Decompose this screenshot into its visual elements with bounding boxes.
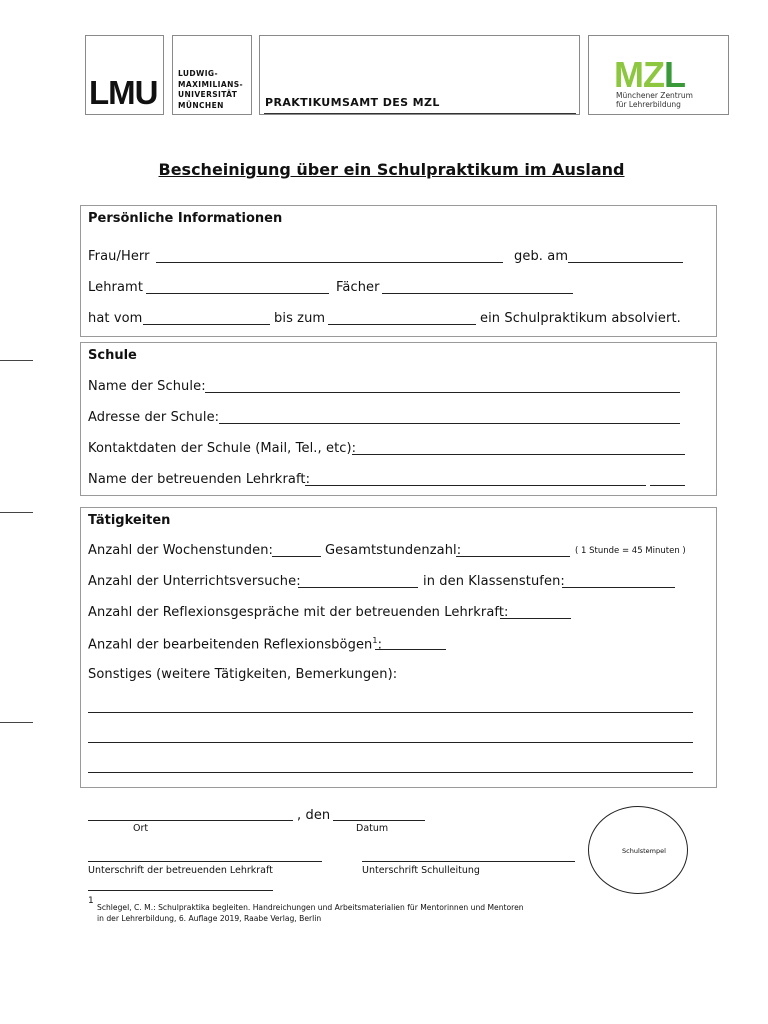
teacher-signature-field[interactable]	[88, 861, 322, 862]
page-title: Bescheinigung über ein Schulpraktikum im Ausland	[158, 160, 625, 179]
school-stamp-circle	[588, 806, 688, 894]
footnote-line-2: in der Lehrerbildung, 6. Auflage 2019, Raabe Verlag, Berlin	[97, 914, 322, 923]
birth-label: geb. am	[514, 249, 569, 264]
office-box	[259, 35, 580, 115]
school-contact-field[interactable]	[352, 454, 685, 455]
mzl-logo-text	[614, 54, 685, 95]
teaching-label: Lehramt	[88, 280, 144, 295]
grades-label: in den Klassenstufen:	[423, 574, 565, 589]
office-name: PRAKTIKUMSAMT DES MZL	[265, 96, 440, 109]
principal-signature-label: Unterschrift Schulleitung	[362, 865, 480, 876]
footnote-line-1: Schlegel, C. M.: Schulpraktika begleiten. Handreichungen und Arbeitsmaterialien für Mentorinnen und Mentoren	[97, 903, 524, 912]
university-name-line: MAXIMILIANS-	[178, 79, 244, 89]
university-name-box	[172, 35, 252, 115]
place-label: Ort	[133, 823, 149, 834]
name-field[interactable]	[156, 262, 503, 263]
mzl-logo-letter: Z	[643, 54, 664, 95]
misc-line-3[interactable]	[88, 772, 693, 773]
school-name-field[interactable]	[205, 392, 680, 393]
school-heading: Schule	[88, 348, 137, 363]
completed-label: ein Schulpraktikum absolviert.	[480, 311, 681, 326]
weekly-hours-label: Anzahl der Wochenstunden:	[88, 543, 274, 558]
from-date-field[interactable]	[143, 324, 270, 325]
misc-line-1[interactable]	[88, 712, 693, 713]
comma-den: , den	[297, 808, 331, 823]
mzl-name-line: Münchener Zentrum	[616, 91, 693, 100]
lmu-logo: LMU	[89, 74, 158, 111]
lmu-logo-box	[85, 35, 164, 115]
school-stamp-label: Schulstempel	[622, 847, 666, 855]
teacher-name-field[interactable]	[305, 485, 646, 486]
mzl-logo-box	[588, 35, 729, 115]
hour-note: ( 1 Stunde = 45 Minuten )	[575, 546, 686, 556]
footnote-number: 1	[88, 896, 94, 906]
teacher-name-label: Name der betreuenden Lehrkraft:	[88, 472, 311, 487]
university-name-line: LUDWIG-	[178, 69, 218, 78]
from-label: hat vom	[88, 311, 143, 326]
misc-label: Sonstiges (weitere Tätigkeiten, Bemerkungen):	[88, 667, 398, 682]
university-name-line: UNIVERSITÄT	[178, 90, 238, 99]
teaching-field[interactable]	[146, 293, 329, 294]
grades-field[interactable]	[562, 587, 675, 588]
weekly-hours-field[interactable]	[272, 556, 321, 557]
reflection-sheets-label	[88, 636, 382, 652]
reflection-sheets-field[interactable]	[375, 649, 446, 650]
mzl-logo-letter: L	[664, 54, 685, 95]
school-contact-label: Kontaktdaten der Schule (Mail, Tel., etc):	[88, 441, 357, 456]
university-name-line: MÜNCHEN	[178, 100, 224, 110]
school-name-label: Name der Schule:	[88, 379, 206, 394]
birth-date-field[interactable]	[568, 262, 683, 263]
lessons-label: Anzahl der Unterrichtsversuche:	[88, 574, 301, 589]
school-address-label: Adresse der Schule:	[88, 410, 220, 425]
reflection-sheets-text: Anzahl der bearbeitenden Reflexionsbögen	[88, 637, 373, 653]
name-label: Frau/Herr	[88, 249, 150, 264]
school-address-field[interactable]	[219, 423, 680, 424]
place-field[interactable]	[88, 820, 293, 821]
reflection-talks-field[interactable]	[500, 618, 571, 619]
office-underline	[264, 113, 576, 114]
mzl-logo	[614, 54, 685, 95]
mzl-name-line: für Lehrerbildung	[616, 100, 681, 109]
principal-signature-field[interactable]	[362, 861, 575, 862]
subjects-field[interactable]	[382, 293, 573, 294]
total-hours-field[interactable]	[456, 556, 570, 557]
reflection-talks-label: Anzahl der Reflexionsgespräche mit der betreuenden Lehrkraft:	[88, 605, 509, 620]
total-hours-label: Gesamtstundenzahl:	[325, 543, 462, 558]
reflection-sheets-colon: :	[377, 637, 383, 653]
date-label: Datum	[356, 823, 389, 834]
teacher-signature-label: Unterschrift der betreuenden Lehrkraft	[88, 865, 273, 876]
footnote-ref: 1	[372, 636, 378, 645]
misc-line-2[interactable]	[88, 742, 693, 743]
date-field[interactable]	[333, 820, 425, 821]
mzl-logo-letter: M	[614, 54, 643, 95]
lessons-field[interactable]	[298, 587, 418, 588]
fold-mark	[0, 360, 33, 361]
activities-heading: Tätigkeiten	[88, 513, 171, 528]
university-name	[178, 69, 243, 111]
teacher-name-field-extra[interactable]	[650, 485, 685, 486]
personal-info-heading: Persönliche Informationen	[88, 211, 283, 226]
fold-mark	[0, 722, 33, 723]
fold-mark	[0, 512, 33, 513]
to-label: bis zum	[274, 311, 326, 326]
footnote-separator	[88, 890, 273, 891]
to-date-field[interactable]	[328, 324, 476, 325]
subjects-label: Fächer	[336, 280, 380, 295]
